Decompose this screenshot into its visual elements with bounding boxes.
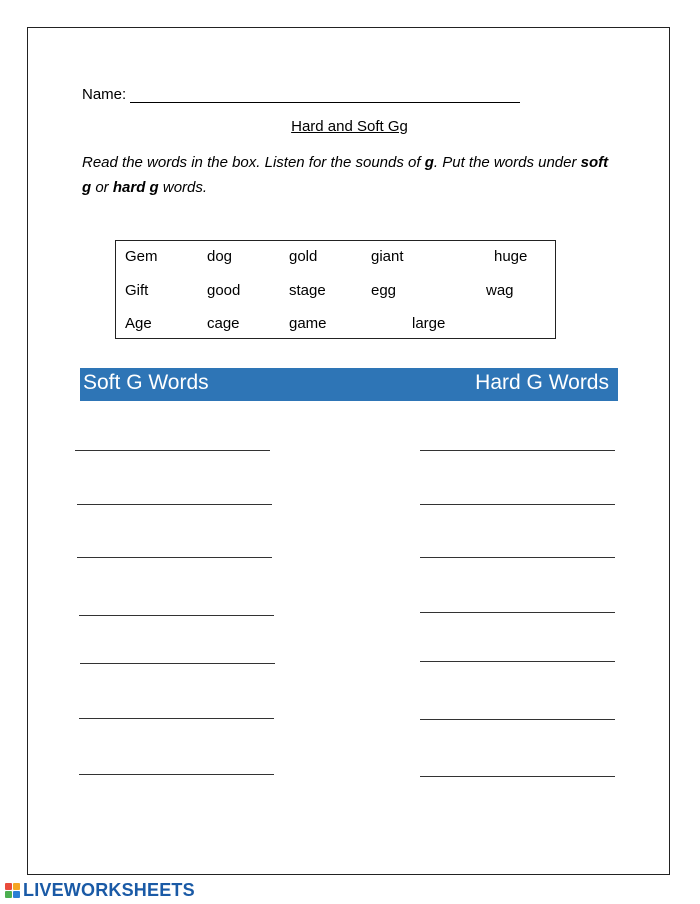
instructions-text-2: . Put the words under — [433, 154, 581, 171]
worksheet-title: Hard and Soft Gg — [291, 118, 408, 135]
word-item: giant — [371, 248, 404, 265]
hard-g-answer-line[interactable] — [420, 776, 615, 777]
hard-g-answer-line[interactable] — [420, 612, 615, 613]
word-item: game — [289, 315, 327, 332]
liveworksheets-brand: LIVEWORKSHEETS — [23, 880, 195, 900]
word-item: Gem — [125, 248, 158, 265]
liveworksheets-logo — [5, 880, 195, 901]
instructions-or: or — [91, 179, 113, 196]
soft-g-answer-line[interactable] — [77, 557, 272, 558]
word-item: dog — [207, 248, 233, 265]
instructions-hard-g: hard g — [112, 179, 159, 196]
soft-g-answer-line[interactable] — [79, 774, 274, 775]
hard-g-answer-line[interactable] — [420, 450, 615, 451]
soft-g-answer-line[interactable] — [80, 663, 275, 664]
word-box — [115, 240, 556, 339]
worksheet-page — [27, 27, 670, 875]
word-item: stage — [289, 282, 326, 299]
hard-g-header: Hard G Words — [475, 371, 609, 394]
hard-g-answer-line[interactable] — [420, 557, 615, 558]
soft-g-answer-line[interactable] — [79, 615, 274, 616]
liveworksheets-logo-icon — [5, 883, 20, 898]
word-item: good — [207, 282, 241, 299]
hard-g-answer-line[interactable] — [420, 719, 615, 720]
word-item: Gift — [125, 282, 149, 299]
word-item: wag — [486, 282, 514, 299]
column-header-band — [80, 368, 618, 401]
word-item: huge — [494, 248, 528, 265]
soft-g-answer-line[interactable] — [75, 450, 270, 451]
instructions-soft-g: soft g — [82, 154, 609, 196]
name-input-line[interactable] — [130, 86, 520, 103]
soft-g-header: Soft G Words — [83, 371, 209, 394]
soft-g-answer-line[interactable] — [77, 504, 272, 505]
hard-g-answer-line[interactable] — [420, 504, 615, 505]
name-label: Name: — [82, 86, 127, 103]
word-item: egg — [371, 282, 397, 299]
name-row — [82, 86, 520, 103]
instructions-text-3: words. — [158, 179, 208, 196]
instructions-text-1: Read the words in the box. Listen for the sounds of — [82, 154, 425, 171]
word-item: Age — [125, 315, 152, 332]
soft-g-answer-line[interactable] — [79, 718, 274, 719]
instructions-g: g — [424, 154, 434, 171]
word-item: large — [412, 315, 446, 332]
instructions — [82, 150, 612, 200]
word-item: cage — [207, 315, 240, 332]
word-item: gold — [289, 248, 318, 265]
hard-g-answer-line[interactable] — [420, 661, 615, 662]
